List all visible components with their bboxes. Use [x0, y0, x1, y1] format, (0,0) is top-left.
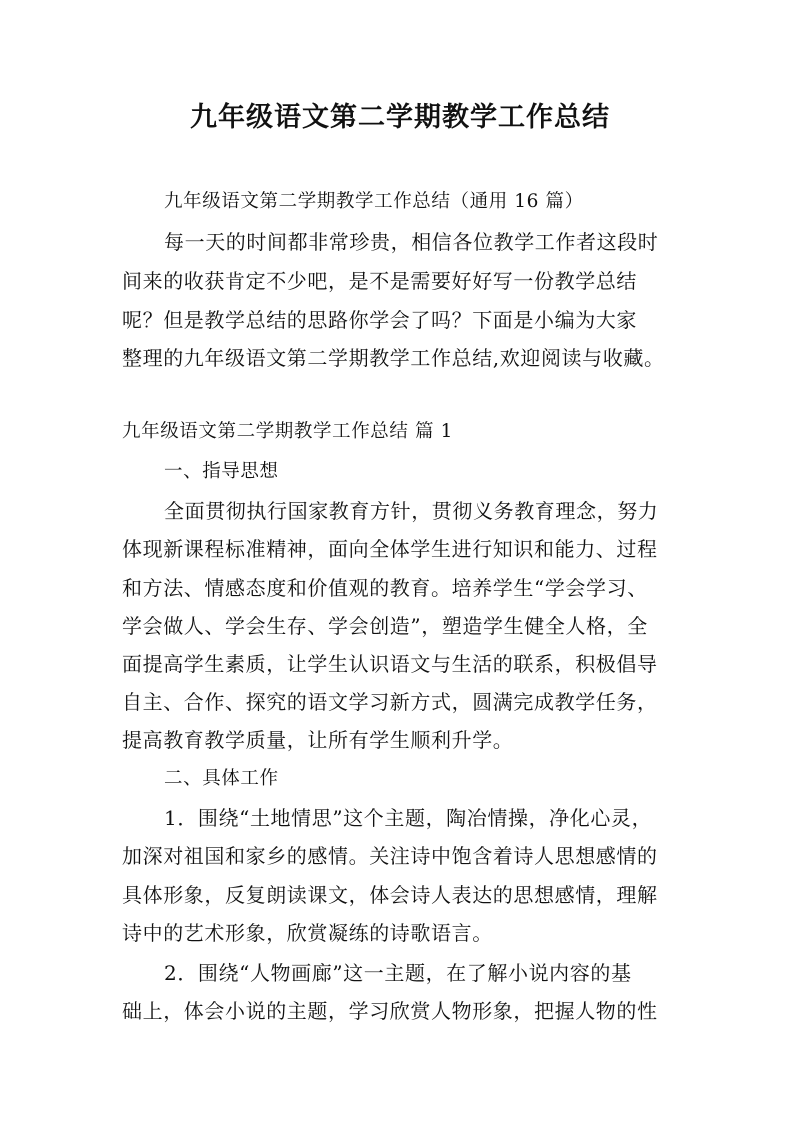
paragraph-line: 1．围绕“土地情思”这个主题，陶冶情操，净化心灵， — [164, 806, 653, 830]
paragraph-line: 学会做人、学会生存、学会创造”，塑造学生健全人格，全 — [122, 614, 648, 638]
paragraph-line: 加深对祖国和家乡的感情。关注诗中饱含着诗人思想感情的 — [122, 844, 658, 868]
document-subtitle: 九年级语文第二学期教学工作总结（通用 16 篇） — [164, 191, 584, 212]
paragraph-line: 诗中的艺术形象，欣赏凝练的诗歌语言。 — [122, 921, 493, 945]
paragraph-line: 础上，体会小说的主题，学习欣赏人物形象，把握人物的性 — [122, 999, 658, 1023]
paragraph-line: 和方法、情感态度和价值观的教育。培养学生“学会学习、 — [122, 576, 648, 600]
document-title: 九年级语文第二学期教学工作总结 — [190, 102, 610, 133]
intro-line: 间来的收获肯定不少吧，是不是需要好好写一份教学总结 — [122, 269, 637, 293]
paragraph-line: 全面贯彻执行国家教育方针，贯彻义务教育理念，努力 — [164, 499, 659, 523]
section-heading: 二、具体工作 — [164, 768, 279, 789]
paragraph-line: 体现新课程标准精神，面向全体学生进行知识和能力、过程 — [122, 537, 658, 561]
paragraph-line: 自主、合作、探究的语文学习新方式，圆满完成教学任务， — [122, 690, 658, 714]
intro-line: 呢？但是教学总结的思路你学会了吗？下面是小编为大家 — [122, 308, 637, 332]
article-heading: 九年级语文第二学期教学工作总结 篇 1 — [122, 421, 453, 442]
paragraph-line: 具体形象，反复朗读课文，体会诗人表达的思想感情，理解 — [122, 883, 658, 907]
paragraph-line: 2．围绕“人物画廊”这一主题，在了解小说内容的基 — [164, 961, 632, 985]
intro-line: 整理的九年级语文第二学期教学工作总结,欢迎阅读与收藏。 — [122, 346, 665, 370]
paragraph-line: 面提高学生素质，让学生认识语文与生活的联系，积极倡导 — [122, 652, 658, 676]
paragraph-line: 提高教育教学质量，让所有学生顺利升学。 — [122, 728, 514, 752]
section-heading: 一、指导思想 — [164, 461, 279, 482]
intro-line: 每一天的时间都非常珍贵，相信各位教学工作者这段时 — [164, 230, 659, 254]
